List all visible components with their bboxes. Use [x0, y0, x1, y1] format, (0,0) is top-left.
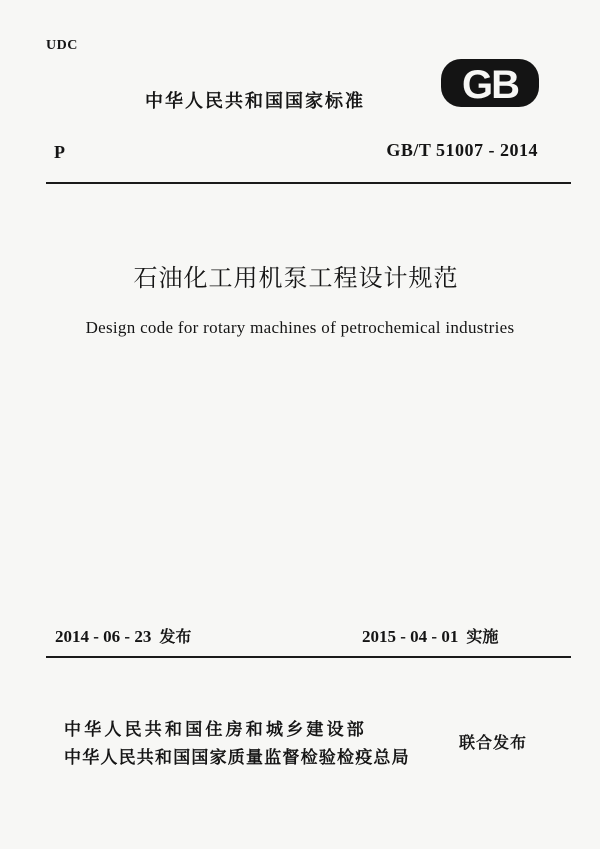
joint-issue-label: 联合发布: [459, 733, 528, 752]
top-divider: [46, 182, 571, 184]
title-chinese: 石油化工用机泵工程设计规范: [133, 264, 459, 292]
standard-number: GB/T 51007 - 2014: [386, 140, 538, 160]
standard-type-heading: 中华人民共和国国家标准: [145, 91, 365, 112]
implementation-label: 实施: [466, 627, 499, 646]
issue-date: 2014 - 06 - 23: [55, 627, 152, 646]
issue-label: 发布: [159, 627, 192, 646]
title-english: Design code for rotary machines of petrochemical industries: [85, 318, 515, 337]
issuer-aqsiq: 中华人民共和国国家质量监督检验检疫总局: [64, 748, 410, 768]
issuer-ministry-housing: 中华人民共和国住房和城乡建设部: [64, 720, 367, 740]
implementation-date-block: [362, 624, 498, 647]
udc-label: UDC: [46, 38, 78, 53]
issue-date-block: [55, 624, 191, 647]
category-code: P: [54, 142, 65, 162]
gb-logo-text: GB: [462, 63, 518, 107]
implementation-date: 2015 - 04 - 01: [362, 627, 459, 646]
bottom-divider: [46, 656, 571, 658]
gb-logo: [440, 58, 540, 108]
